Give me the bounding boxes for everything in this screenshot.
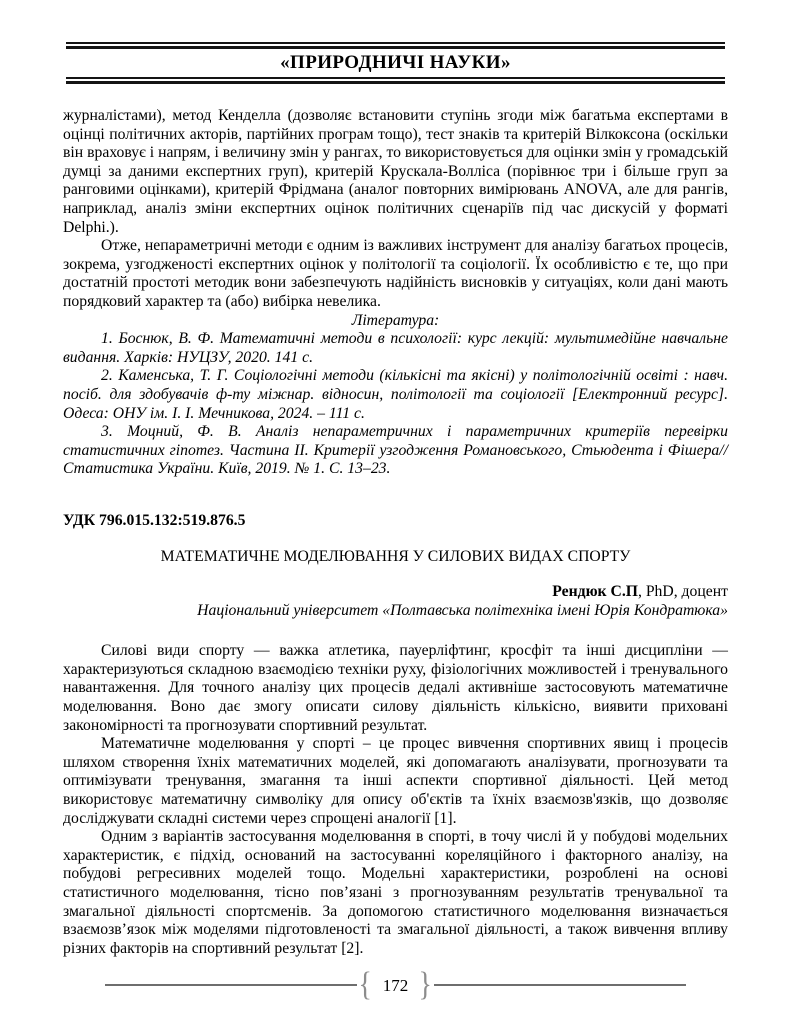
author-name: Рендюк С.П [552, 583, 638, 601]
body-paragraph: Математичне моделювання у спорті – це процес вивчення спортивних явищ і процесів шляхом створення їхніх математичних моделей, які допомагають аналізувати, прогнозувати та оптимізувати тренування, змагання та інші аспекти спортивної діяльності. Цей метод використовує математичну символіку для опису об'єктів та їхніх взаємозв'язків, що дозволяє досліджувати складні системи через спрощені аналогії [1]. [63, 735, 728, 827]
header-bottom-rule [66, 77, 725, 84]
footer-rule-right [434, 984, 686, 986]
paragraph-conclusion: Отже, непараметричні методи є одним із важливих інструмент для аналізу багатьох процесів, зокрема, узгодженості експертних оцінок у політології та соціології. Їх особливістю є те, що при достатній простоті методик вони забезпечують надійність висновків у ситуаціях, коли дані мають порядковий характер та (або) вибірка невелика. [63, 237, 728, 310]
section-header [66, 42, 725, 84]
article-title: МАТЕМАТИЧНЕ МОДЕЛЮВАННЯ У СИЛОВИХ ВИДАХ СПОРТУ [160, 548, 631, 566]
page-number-brace-left: { [358, 966, 373, 1003]
author-line [63, 583, 728, 602]
page-footer [0, 966, 791, 1004]
reference-item: 3. Моцний, Ф. В. Аналіз непараметричних і параметричних критеріїв перевірки статистичних гіпотез. Частина II. Критерії узгодження Романовського, Стьюдента і Фішера// Статистика України. Київ, 2019. № 1. С. 13–23. [63, 423, 728, 478]
reference-item: 2. Каменська, Т. Г. Соціологічні методи (кількісні та якісні) у політологічній освіті : навч. посіб. для здобувачів ф-ту міжнар. відносин, політології та соціології [Електронний ресурс]. Одеса: ОНУ ім. І. І. Мечникова, 2024. – 111 с. [63, 367, 728, 422]
reference-item: 1. Боснюк, В. Ф. Математичні методи в психології: курс лекцій: мультимедійне навчальне видання. Харків: НУЦЗУ, 2020. 141 с. [63, 330, 728, 366]
author-affiliation: Національний університет «Полтавська політехніка імені Юрія Кондратюка» [197, 601, 728, 619]
text-column [63, 107, 728, 958]
udc-code: УДК 796.015.132:519.876.5 [63, 511, 246, 529]
page-number: 172 [382, 976, 409, 995]
body-paragraph: Силові види спорту — важка атлетика, пауерліфтинг, кросфіт та інші дисципліни — характеризуються складною взаємодією техніки руху, фізіологічних можливостей і тренувального навантаження. Для точного аналізу цих процесів дедалі активніше застосовують математичне моделювання. Воно дає змогу описати силову діяльність кількісно, виявити приховані закономірності та прогнозувати спортивний результат. [63, 642, 728, 734]
reference-list [63, 330, 728, 479]
literature-heading: Література: [351, 311, 440, 329]
section-title: «ПРИРОДНИЧІ НАУКИ» [280, 52, 511, 73]
paragraph-continuation: журналістами), метод Кенделла (дозволяє встановити ступінь згоди між багатьма експертами в оцінці політичних акторів, партійних програм тощо), тест знаків та критерій Вілкоксона (оскільки він враховує і напрям, і величину змін у рангах, то використовується для оцінки змін у громадській думці за даними експертних груп), критерій Крускала-Волліса (порівнює три і більше груп за ранговими оцінками), критерій Фрідмана (аналог повторних вимірювань ANOVA, але для рангів, наприклад, аналіз зміни експертних оцінок політичних сценаріїв під час дискусій у форматі Delphi.). [63, 107, 728, 236]
header-top-rule [66, 42, 725, 49]
author-degree: , PhD, доцент [637, 583, 728, 601]
body-paragraph: Одним з варіантів застосування моделювання в спорті, в точу числі й у побудові модельних характеристик, є підхід, оснований на застосуванні кореляційного і факторного аналізу, на побудові регресивних моделей тощо. Модельні характеристики, розроблені на основі статистичного моделювання, тісно пов’язані з прогнозуванням результатів тренувальної та змагальної діяльності спортсменів. За допомогою статистичного моделювання визначається взаємозв’язок між моделями підготовленості та змагальної діяльності, а також вивчення впливу різних факторів на спортивний результат [2]. [63, 828, 728, 957]
page-number-brace-right: } [418, 966, 433, 1003]
footer-rule-left [105, 984, 357, 986]
article-header [63, 512, 728, 620]
article-body [63, 642, 728, 958]
